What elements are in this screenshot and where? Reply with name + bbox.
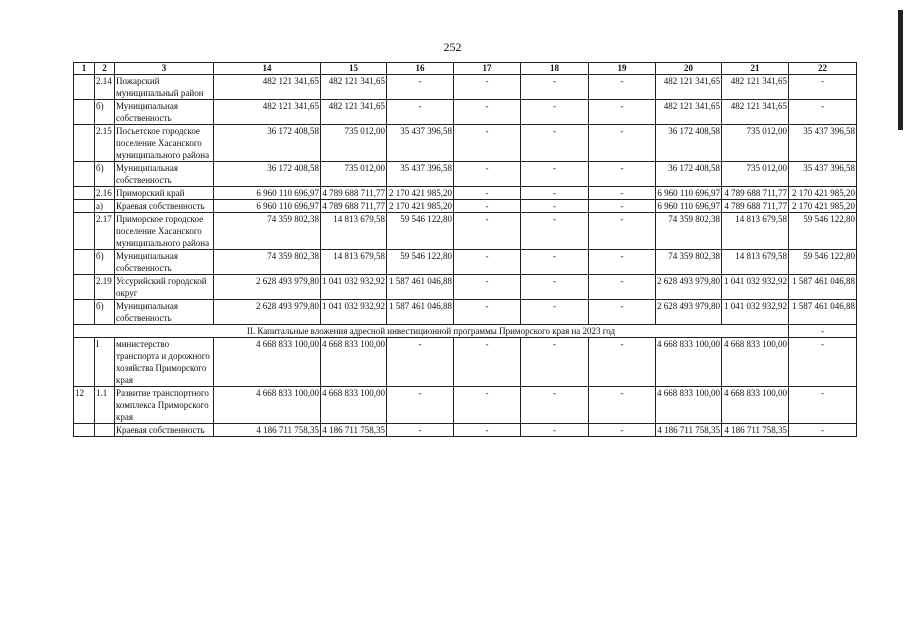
cell-col16: 1 587 461 046,88 xyxy=(387,300,454,325)
cell-index xyxy=(74,275,95,300)
cell-col22: 2 170 421 985,20 xyxy=(789,200,857,213)
cell-col19: - xyxy=(589,300,656,325)
cell-col15: 4 668 833 100,00 xyxy=(321,387,387,424)
cell-col20: 74 359 802,38 xyxy=(656,250,722,275)
cell-col17: - xyxy=(454,424,521,437)
cell-col21: 4 668 833 100,00 xyxy=(722,387,789,424)
cell-col17: - xyxy=(454,213,521,250)
cell-index: 12 xyxy=(74,387,95,424)
cell-col16: - xyxy=(387,387,454,424)
cell-col18: - xyxy=(521,75,589,100)
rows-part-1 xyxy=(74,75,857,325)
cell-col14: 482 121 341,65 xyxy=(214,100,321,125)
cell-col21: 482 121 341,65 xyxy=(722,100,789,125)
cell-col16: 2 170 421 985,20 xyxy=(387,200,454,213)
col-header: 3 xyxy=(115,63,214,75)
cell-name: Посьетское городское поселение Хасанского муниципального района xyxy=(115,125,214,162)
cell-name: Приморское городское поселение Хасанского муниципального района xyxy=(115,213,214,250)
cell-col16: 35 437 396,58 xyxy=(387,125,454,162)
cell-index xyxy=(74,213,95,250)
cell-col16: 2 170 421 985,20 xyxy=(387,187,454,200)
cell-name: Муниципальная собственность xyxy=(115,300,214,325)
table-row xyxy=(74,200,857,213)
cell-col21: 1 041 032 932,92 xyxy=(722,275,789,300)
cell-col19: - xyxy=(589,387,656,424)
cell-col19: - xyxy=(589,200,656,213)
cell-col15: 735 012,00 xyxy=(321,125,387,162)
cell-col22: 2 170 421 985,20 xyxy=(789,187,857,200)
cell-col20: 74 359 802,38 xyxy=(656,213,722,250)
table-row xyxy=(74,250,857,275)
cell-name: Краевая собственность xyxy=(115,424,214,437)
cell-col14: 6 960 110 696,97 xyxy=(214,187,321,200)
table-row xyxy=(74,162,857,187)
cell-code: 2.16 xyxy=(95,187,115,200)
cell-col16: 59 546 122,80 xyxy=(387,250,454,275)
cell-col17: - xyxy=(454,200,521,213)
cell-col20: 4 668 833 100,00 xyxy=(656,387,722,424)
cell-col16: 59 546 122,80 xyxy=(387,213,454,250)
cell-col21: 482 121 341,65 xyxy=(722,75,789,100)
cell-col18: - xyxy=(521,200,589,213)
table-row xyxy=(74,424,857,437)
cell-col22: 1 587 461 046,88 xyxy=(789,300,857,325)
header-row xyxy=(74,63,857,75)
cell-index xyxy=(74,300,95,325)
cell-col14: 482 121 341,65 xyxy=(214,75,321,100)
cell-index xyxy=(74,100,95,125)
cell-col14: 2 628 493 979,80 xyxy=(214,275,321,300)
cell-col17: - xyxy=(454,250,521,275)
cell-col14: 4 668 833 100,00 xyxy=(214,338,321,387)
cell-col21: 14 813 679,58 xyxy=(722,213,789,250)
col-header: 17 xyxy=(454,63,521,75)
cell-col15: 735 012,00 xyxy=(321,162,387,187)
cell-name: Краевая собственность xyxy=(115,200,214,213)
cell-col18: - xyxy=(521,213,589,250)
cell-name: Муниципальная собственность xyxy=(115,250,214,275)
cell-col21: 4 789 688 711,77 xyxy=(722,200,789,213)
table-row xyxy=(74,100,857,125)
cell-name: Приморский край xyxy=(115,187,214,200)
cell-code: 2.19 xyxy=(95,275,115,300)
cell-col14: 4 668 833 100,00 xyxy=(214,387,321,424)
cell-col15: 4 789 688 711,77 xyxy=(322,188,385,198)
cell-col18: - xyxy=(521,387,589,424)
cell-index xyxy=(74,200,95,213)
cell-name: Муниципальная собственность xyxy=(115,162,214,187)
table-row xyxy=(74,125,857,162)
cell-col22: 59 546 122,80 xyxy=(789,213,857,250)
cell-name: Уссурийский городской округ xyxy=(115,275,214,300)
col-header: 15 xyxy=(321,63,387,75)
cell-col19: - xyxy=(589,424,656,437)
cell-code: б) xyxy=(95,162,115,187)
cell-col22: - xyxy=(789,75,857,100)
cell-col19: - xyxy=(589,162,656,187)
cell-col18: - xyxy=(521,162,589,187)
cell-index xyxy=(74,125,95,162)
cell-col15: 14 813 679,58 xyxy=(321,213,387,250)
cell-col22: - xyxy=(789,338,857,387)
col-header: 2 xyxy=(95,63,115,75)
cell-col14: 2 628 493 979,80 xyxy=(214,300,321,325)
cell-name: Муниципальная собственность xyxy=(115,100,214,125)
cell-code: а) xyxy=(95,200,115,213)
cell-col19: - xyxy=(589,75,656,100)
cell-col18: - xyxy=(521,187,589,200)
cell-index xyxy=(74,338,95,387)
cell-col15: 14 813 679,58 xyxy=(321,250,387,275)
cell-col16: - xyxy=(387,338,454,387)
cell-code: I xyxy=(95,338,115,387)
table-row xyxy=(74,213,857,250)
cell-col16: - xyxy=(387,75,454,100)
table-row xyxy=(74,275,857,300)
cell-col21: 4 789 688 711,77 xyxy=(722,187,789,200)
cell-code: 2.15 xyxy=(95,125,115,162)
col-header: 19 xyxy=(589,63,656,75)
budget-table xyxy=(73,62,857,437)
cell-col19: - xyxy=(589,250,656,275)
cell-col18: - xyxy=(521,338,589,387)
table-row xyxy=(74,300,857,325)
cell-col18: - xyxy=(521,250,589,275)
cell-col22: 59 546 122,80 xyxy=(789,250,857,275)
cell-col17: - xyxy=(454,75,521,100)
cell-col22: 1 587 461 046,88 xyxy=(789,275,857,300)
cell-col21: 735 012,00 xyxy=(722,125,789,162)
cell-col21: 4 668 833 100,00 xyxy=(722,338,789,387)
cell-col20: 36 172 408,58 xyxy=(656,162,722,187)
table-row xyxy=(74,387,857,424)
cell-col19: - xyxy=(589,338,656,387)
cell-col14: 36 172 408,58 xyxy=(214,162,321,187)
cell-index xyxy=(74,162,95,187)
cell-col19: - xyxy=(589,100,656,125)
cell-col15: 482 121 341,65 xyxy=(321,75,387,100)
section-row xyxy=(74,325,857,338)
col-header: 14 xyxy=(214,63,321,75)
cell-col14: 4 186 711 758,35 xyxy=(214,424,321,437)
cell-col18: - xyxy=(521,100,589,125)
section-title: II. Капитальные вложения адресной инвестиционной программы Приморского края на 2023 год xyxy=(74,325,789,338)
cell-col22: - xyxy=(789,100,857,125)
cell-col14: 74 359 802,38 xyxy=(214,250,321,275)
cell-col18: - xyxy=(521,300,589,325)
cell-name: Пожарский муниципальный район xyxy=(115,75,214,100)
cell-col15: 1 041 032 932,92 xyxy=(321,300,387,325)
cell-col22: 35 437 396,58 xyxy=(789,125,857,162)
cell-name: Развитие транспортного комплекса Приморского края xyxy=(115,387,214,424)
cell-col20: 6 960 110 696,97 xyxy=(657,188,720,198)
cell-col17: - xyxy=(454,338,521,387)
cell-col19: - xyxy=(589,125,656,162)
cell-col22: - xyxy=(789,387,857,424)
cell-col15: 4 789 688 711,77 xyxy=(322,201,385,211)
scan-edge-mark xyxy=(898,10,903,130)
cell-index xyxy=(74,75,95,100)
col-header: 18 xyxy=(521,63,589,75)
cell-col15: 482 121 341,65 xyxy=(321,100,387,125)
cell-col21: 4 186 711 758,35 xyxy=(722,424,789,437)
cell-index xyxy=(74,250,95,275)
cell-col20: 4 668 833 100,00 xyxy=(656,338,722,387)
cell-col16: 1 587 461 046,88 xyxy=(387,275,454,300)
cell-col16: - xyxy=(387,100,454,125)
cell-code: 2.14 xyxy=(95,75,115,100)
cell-col14: 74 359 802,38 xyxy=(214,213,321,250)
cell-col20: 6 960 110 696,97 xyxy=(657,201,720,211)
page-number: 252 xyxy=(443,40,462,54)
cell-col21: 1 041 032 932,92 xyxy=(722,300,789,325)
cell-col20: 4 186 711 758,35 xyxy=(657,425,720,435)
cell-col16: - xyxy=(387,424,454,437)
cell-col22: 35 437 396,58 xyxy=(789,162,857,187)
cell-col15: 4 668 833 100,00 xyxy=(321,338,387,387)
cell-col14: 36 172 408,58 xyxy=(214,125,321,162)
cell-col18: - xyxy=(521,424,589,437)
col-header: 16 xyxy=(387,63,454,75)
cell-col19: - xyxy=(589,275,656,300)
cell-index xyxy=(74,424,95,437)
cell-code: 1.1 xyxy=(95,387,115,424)
col-header: 1 xyxy=(74,63,95,75)
cell-col21: 735 012,00 xyxy=(722,162,789,187)
cell-col20: 36 172 408,58 xyxy=(656,125,722,162)
cell-col18: - xyxy=(521,125,589,162)
table-row xyxy=(74,338,857,387)
col-header: 21 xyxy=(722,63,789,75)
cell-col15: 4 186 711 758,35 xyxy=(322,425,385,435)
cell-col20: 2 628 493 979,80 xyxy=(656,275,722,300)
cell-col19: - xyxy=(589,187,656,200)
cell-col20: 2 628 493 979,80 xyxy=(656,300,722,325)
cell-col20: 482 121 341,65 xyxy=(656,75,722,100)
cell-col21: 14 813 679,58 xyxy=(722,250,789,275)
cell-index xyxy=(74,187,95,200)
cell-col20: 482 121 341,65 xyxy=(656,100,722,125)
cell-col16: 35 437 396,58 xyxy=(387,162,454,187)
table-row xyxy=(74,75,857,100)
col-header: 20 xyxy=(656,63,722,75)
cell-col17: - xyxy=(454,187,521,200)
cell-code: б) xyxy=(95,100,115,125)
cell-code: б) xyxy=(95,250,115,275)
cell-col17: - xyxy=(454,275,521,300)
col-header: 22 xyxy=(789,63,857,75)
cell-code: б) xyxy=(95,300,115,325)
cell-col15: 1 041 032 932,92 xyxy=(321,275,387,300)
section-last-cell: - xyxy=(789,325,857,338)
cell-col18: - xyxy=(521,275,589,300)
cell-name: министерство транспорта и дорожного хозяйства Приморского края xyxy=(115,338,214,387)
table-row xyxy=(74,187,857,200)
cell-col17: - xyxy=(454,162,521,187)
cell-col17: - xyxy=(454,387,521,424)
cell-col19: - xyxy=(589,213,656,250)
cell-col17: - xyxy=(454,125,521,162)
cell-col17: - xyxy=(454,300,521,325)
cell-code xyxy=(95,424,115,437)
cell-col22: - xyxy=(789,424,857,437)
rows-part-2 xyxy=(74,338,857,437)
cell-col17: - xyxy=(454,100,521,125)
cell-col14: 6 960 110 696,97 xyxy=(214,200,321,213)
cell-code: 2.17 xyxy=(95,213,115,250)
